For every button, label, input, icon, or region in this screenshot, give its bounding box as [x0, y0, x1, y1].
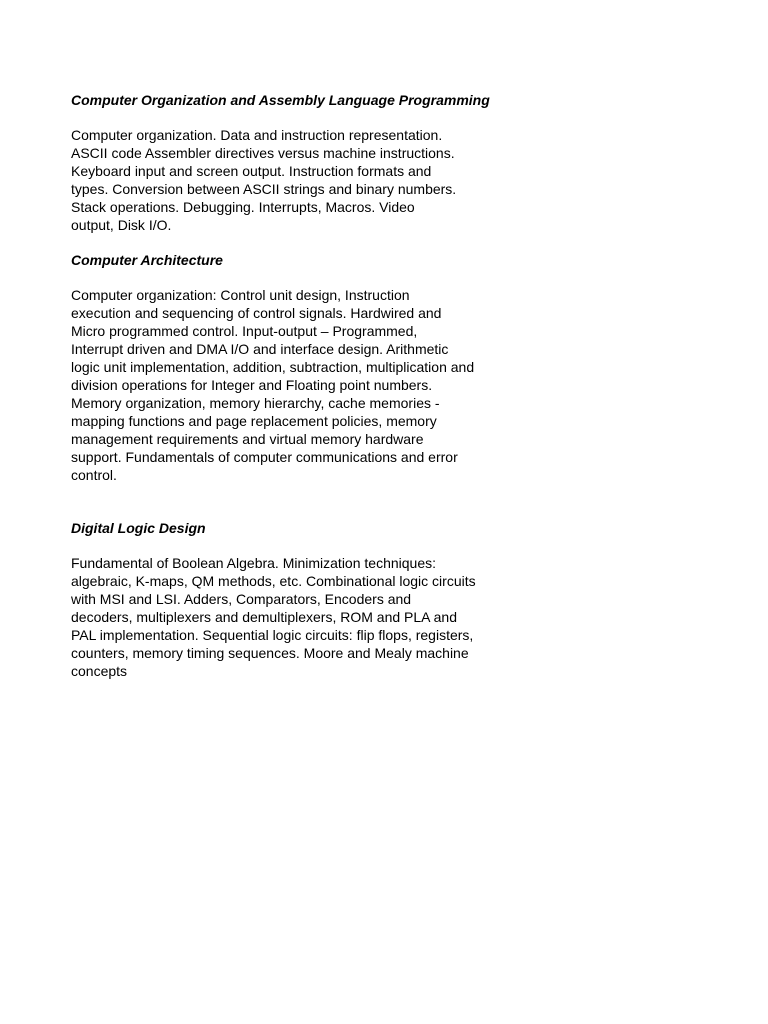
- body-line: with MSI and LSI. Adders, Comparators, Encoders and: [71, 591, 412, 607]
- body-line: PAL implementation. Sequential logic circuits: flip flops, registers,: [71, 627, 474, 643]
- body-line: Micro programmed control. Input-output – Programmed,: [71, 323, 418, 339]
- body-line: output, Disk I/O.: [71, 217, 172, 233]
- body-line: concepts: [71, 663, 128, 679]
- section-body-computer-organization: [71, 126, 531, 234]
- body-line: algebraic, K-maps, QM methods, etc. Combinational logic circuits: [71, 573, 476, 589]
- section-body-digital-logic-design: [71, 554, 531, 680]
- body-line: Interrupt driven and DMA I/O and interface design. Arithmetic: [71, 341, 449, 357]
- body-line: Fundamental of Boolean Algebra. Minimization techniques:: [71, 555, 436, 571]
- body-line: ASCII code Assembler directives versus machine instructions.: [71, 145, 455, 161]
- body-line: Computer organization. Data and instruction representation.: [71, 127, 443, 143]
- body-line: Stack operations. Debugging. Interrupts, Macros. Video: [71, 199, 415, 215]
- body-line: Keyboard input and screen output. Instruction formats and: [71, 163, 432, 179]
- document-page: [71, 91, 531, 680]
- section-body-computer-architecture: [71, 286, 531, 484]
- body-line: decoders, multiplexers and demultiplexers, ROM and PLA and: [71, 609, 457, 625]
- body-line: division operations for Integer and Floating point numbers.: [71, 377, 433, 393]
- body-line: types. Conversion between ASCII strings and binary numbers.: [71, 181, 457, 197]
- body-line: Computer organization: Control unit design, Instruction: [71, 287, 410, 303]
- body-line: Memory organization, memory hierarchy, cache memories -: [71, 395, 440, 411]
- body-line: logic unit implementation, addition, subtraction, multiplication and: [71, 359, 475, 375]
- section-heading-computer-organization: Computer Organization and Assembly Language Programming: [71, 92, 490, 108]
- body-line: management requirements and virtual memory hardware: [71, 431, 424, 447]
- body-line: control.: [71, 467, 117, 483]
- body-line: support. Fundamentals of computer communications and error: [71, 449, 458, 465]
- body-line: mapping functions and page replacement policies, memory: [71, 413, 437, 429]
- body-line: execution and sequencing of control signals. Hardwired and: [71, 305, 442, 321]
- section-heading-computer-architecture: Computer Architecture: [71, 252, 223, 268]
- body-line: counters, memory timing sequences. Moore and Mealy machine: [71, 645, 469, 661]
- section-heading-digital-logic-design: Digital Logic Design: [71, 520, 206, 536]
